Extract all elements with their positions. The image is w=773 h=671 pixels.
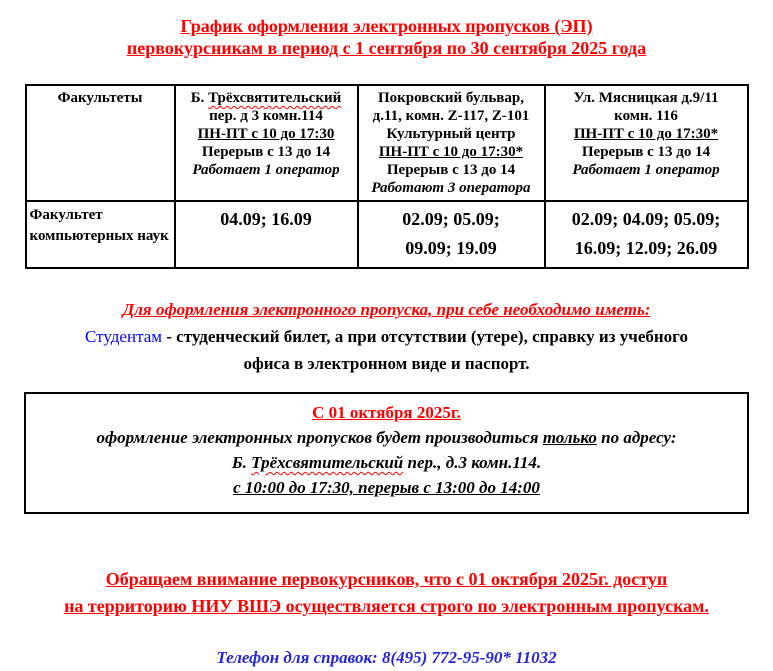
address-line: Культурный центр <box>386 126 516 142</box>
operator-line: Работают 3 оператора <box>371 180 531 196</box>
title-line-2: первокурсникам в период с 1 сентября по 30 сентября 2025 года <box>126 38 647 58</box>
address-line: Покровский бульвар, <box>378 90 524 106</box>
faculty-name-cell: Факультет компьютерных наук <box>26 201 175 268</box>
header-location-trekhsvyatitelsky <box>175 85 358 201</box>
break-line: Перерыв с 13 до 14 <box>386 162 516 178</box>
box-line1-pre: оформление электронных пропусков будет производиться <box>96 428 543 447</box>
break-line: Перерыв с 13 до 14 <box>581 144 711 160</box>
box-line-address <box>32 450 741 475</box>
box-line1-only-word: только <box>542 428 597 447</box>
dates-cell-trekhsvyatitelsky <box>175 201 358 268</box>
dates-cell-myasnitskaya <box>545 201 748 268</box>
box-line-address-rule <box>32 425 741 450</box>
header-location-pokrovsky <box>358 85 545 201</box>
box-line-hours: с 10:00 до 17:30, перерыв с 13:00 до 14:00 <box>233 478 540 497</box>
dates-line: 09.09; 19.09 <box>405 238 497 258</box>
address-line: комн. 116 <box>614 108 678 124</box>
requirements-line-1 <box>0 323 773 350</box>
address-prefix: Б. <box>190 90 209 106</box>
hours-line: ПН-ПТ с 10 до 17:30 <box>197 126 335 142</box>
dates-line: 02.09; 05.09; <box>402 209 500 229</box>
table-data-row <box>26 201 748 268</box>
dates-line: 04.09; 16.09 <box>220 209 312 229</box>
address-line: пер. д 3 комн.114 <box>209 108 323 124</box>
address-line: Ул. Мясницкая д.9/11 <box>573 90 719 106</box>
box-line2-pre: Б. <box>231 453 252 472</box>
table-header-row <box>26 85 748 201</box>
spellcheck-wavy-word: Трёхсвятительский <box>208 90 342 106</box>
box-line1-post: по адресу: <box>596 428 677 447</box>
students-label: Студентам <box>85 327 163 346</box>
box-line2-post: пер., д.3 комн.114. <box>403 453 542 472</box>
box-heading-text: С 01 октября 2025г. <box>312 403 461 422</box>
dates-line: 02.09; 04.09; 05.09; <box>571 209 721 229</box>
title-line-1: График оформления электронных пропусков (ЭП) <box>180 16 593 36</box>
header-faculties-label: Факультеты <box>57 90 143 106</box>
phone-line: Телефон для справок: 8(495) 772-95-90* 11032 <box>216 648 557 667</box>
header-location-myasnitskaya <box>545 85 748 201</box>
address-line <box>179 89 354 107</box>
operator-line: Работает 1 оператор <box>192 162 340 178</box>
requirements-heading-text: Для оформления электронного пропуска, при себе необходимо иметь: <box>122 300 651 319</box>
document-title <box>0 0 773 59</box>
operator-line: Работает 1 оператор <box>572 162 720 178</box>
requirements-line-1-rest: - студенческий билет, а при отсутствии (утере), справку из учебного <box>162 327 688 346</box>
notice-line-2: на территорию НИУ ВШЭ осуществляется строго по электронным пропускам. <box>64 596 709 616</box>
hours-line: ПН-ПТ с 10 до 17:30* <box>573 126 719 142</box>
requirements-heading <box>0 300 773 320</box>
break-line: Перерыв с 13 до 14 <box>201 144 331 160</box>
box-heading <box>32 401 741 425</box>
spellcheck-wavy-word: Трёхсвятительский <box>251 453 404 472</box>
requirements-line-2: офиса в электронном виде и паспорт. <box>243 354 530 373</box>
schedule-table <box>25 84 749 269</box>
header-faculties <box>26 85 175 201</box>
access-notice <box>0 566 773 620</box>
october-announcement-box <box>24 392 749 514</box>
notice-line-1: Обращаем внимание первокурсников, что с 01 октября 2025г. доступ <box>105 569 668 589</box>
requirements-text <box>0 323 773 377</box>
hours-line: ПН-ПТ с 10 до 17:30* <box>378 144 524 160</box>
address-line: д.11, комн. Z-117, Z-101 <box>372 108 530 124</box>
dates-cell-pokrovsky <box>358 201 545 268</box>
dates-line: 16.09; 12.09; 26.09 <box>574 238 718 258</box>
